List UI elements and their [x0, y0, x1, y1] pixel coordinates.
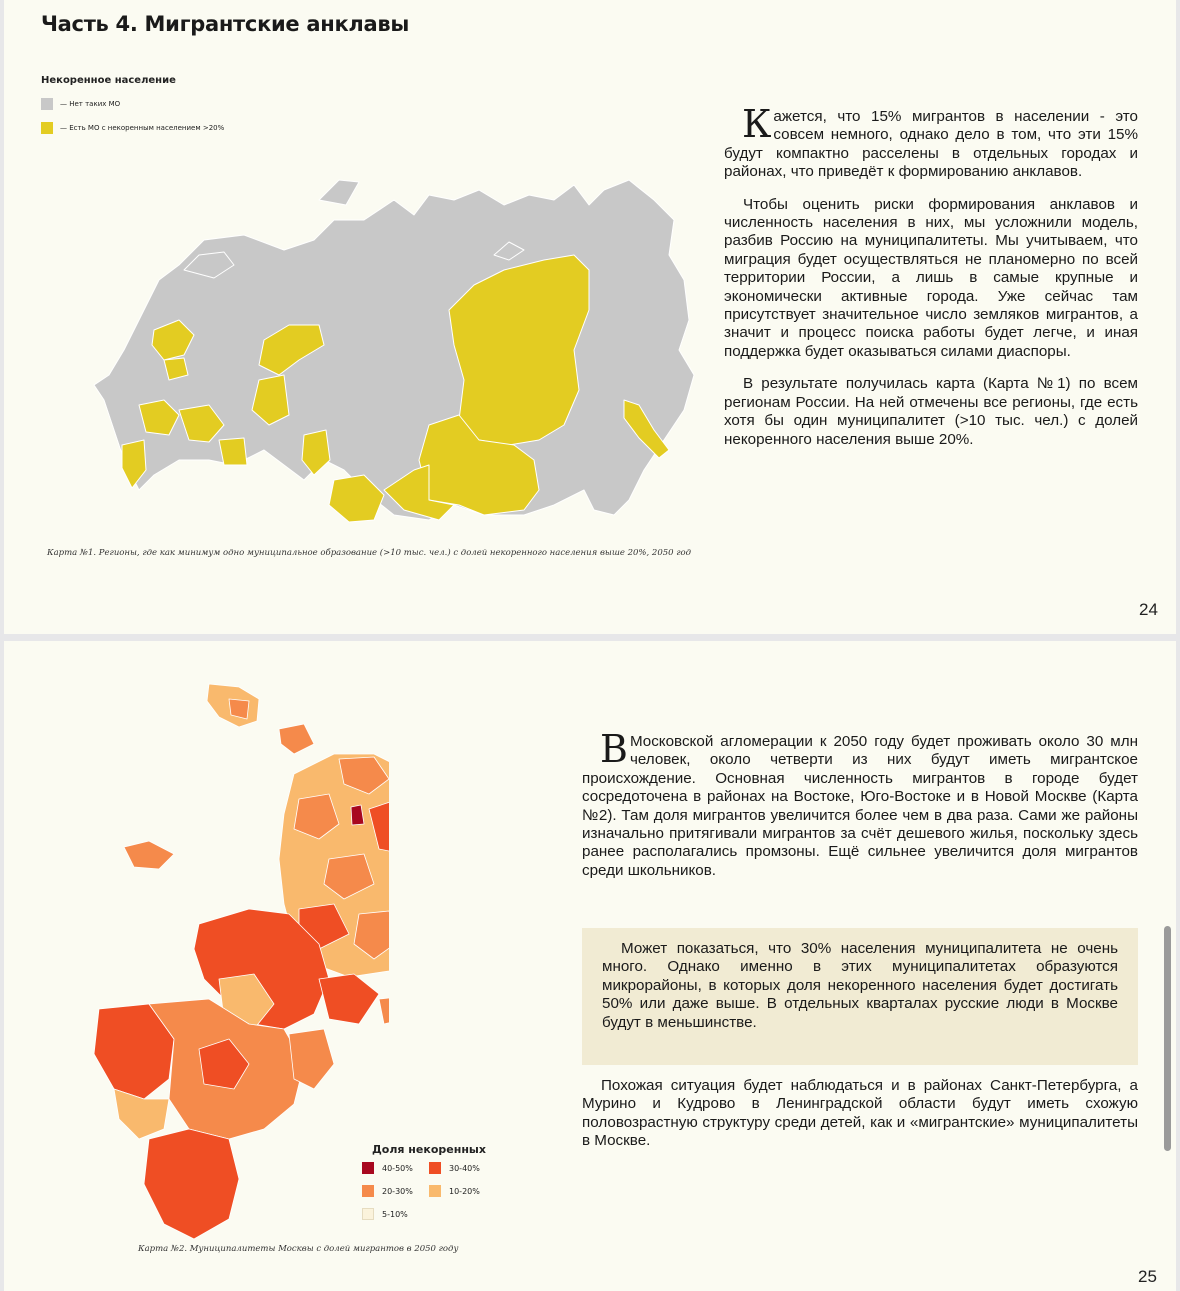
paragraph: Чтобы оценить риски формирования анклавов и численность населения в них, мы усложнили модель, разбив Россию на муниципалитеты. Мы учитываем, что миграция будет осуществляться не планомерно по всей территории России, а лишь в самые крупные и экономически активные города. Уже сейчас там присутствует значительное число земляков мигрантов, а значит и процесс поиска работы будет легче, и иная поддержка будет оказываться силами диаспоры. [724, 195, 1138, 360]
legend-swatch [429, 1185, 441, 1197]
page24-body [724, 102, 1138, 463]
map-municipality [124, 841, 174, 869]
legend-label: — Есть МО с некоренным населением >20% [60, 124, 225, 132]
map2-legend-item [362, 1162, 413, 1174]
map-municipality [279, 724, 314, 754]
dropcap: К [742, 102, 772, 146]
paragraph: Похожая ситуация будет наблюдаться и в районах Санкт-Петербурга, а Мурино и Кудрово в Ленинградской области будут иметь схожую половозрастную структуру среди детей, как и «мигрантские» муниципалитеты в Москве. [582, 1077, 1138, 1150]
map-municipality [289, 1029, 334, 1089]
legend-swatch [429, 1162, 441, 1174]
legend-label: 10-20% [449, 1186, 480, 1196]
map-municipality [319, 974, 379, 1024]
moscow-map [89, 679, 389, 1244]
paragraph: В результате получилась карта (Карта №1) по всем регионам России. На ней отмечены все регионы, где есть хотя бы один муниципалитет (>10 тыс. чел.) с долей некоренного населения выше 20%. [724, 375, 1138, 448]
scrollbar[interactable] [1164, 926, 1171, 1151]
page-24 [4, 0, 1176, 634]
map1-caption: Карта №1. Регионы, где как минимум одно муниципальное образование (>10 тыс. чел.) с долей некоренного населения выше 20%, 2050 год [47, 548, 692, 558]
map1-legend-item [41, 122, 224, 134]
legend-swatch [362, 1208, 374, 1220]
page25-body-2 [582, 1077, 1138, 1165]
legend-swatch [362, 1185, 374, 1197]
paragraph: ажется, что 15% мигрантов в населении - это совсем немного, однако дело в том, что эти 15% будут компактно расселены в отдельных городах и районах, что приведёт к формированию анклавов. [724, 108, 1138, 181]
map2-legend-item [362, 1185, 413, 1197]
legend-label: 40-50% [382, 1163, 413, 1173]
legend-label: 5-10% [382, 1209, 408, 1219]
map-region-grey [319, 180, 359, 205]
dropcap: В [600, 727, 628, 771]
paragraph: Московской агломерации к 2050 году будет проживать около 30 млн человек, около четверти из них будут иметь мигрантское происхождение. Основная численность мигрантов в городе будет сосредоточена в районах на Востоке, Юго-Востоке и в Новой Москве (Карта №2). Там доля мигрантов увеличится более чем в два раза. Сами же районы изначально притягивали мигрантов за счёт дешевого жилья, поскольку здесь ранее располагались промзоны. Ещё сильнее увеличится доля мигрантов среди школьников. [582, 733, 1138, 879]
legend-swatch-grey [41, 98, 53, 110]
map-municipality [144, 1129, 239, 1239]
legend-label: — Нет таких МО [60, 100, 121, 108]
quote-box [582, 928, 1138, 1065]
map2-legend-item [362, 1208, 408, 1220]
map2-legend [360, 1143, 510, 1164]
russia-map [84, 160, 704, 530]
quote-text: Может показаться, что 30% населения муниципалитета не очень много. Однако именно в этих муниципалитетах образуются микрорайоны, в которых доля некоренного населения будет достигать 50% или даже выше. В отдельных кварталах русские люди в Москве будут в меньшинстве. [602, 940, 1118, 1031]
map1-legend-title: Некоренное население [41, 75, 176, 86]
map-municipality [379, 997, 389, 1024]
page-title: Часть 4. Мигрантские анклавы [41, 12, 410, 36]
map2-legend-item [429, 1162, 480, 1174]
map2-legend-title: Доля некоренных [372, 1143, 486, 1156]
map2-caption: Карта №2. Муниципалитеты Москвы с долей мигрантов в 2050 году [138, 1244, 459, 1254]
legend-label: 20-30% [382, 1186, 413, 1196]
legend-label: 30-40% [449, 1163, 480, 1173]
map2-legend-item [429, 1185, 480, 1197]
page-25 [4, 641, 1176, 1291]
page-number: 25 [1138, 1267, 1157, 1286]
map1-legend-item [41, 98, 120, 110]
legend-swatch-yellow [41, 122, 53, 134]
legend-swatch [362, 1162, 374, 1174]
page-number: 24 [1139, 600, 1158, 619]
map-region-yellow [219, 438, 247, 465]
page25-body [582, 727, 1138, 894]
